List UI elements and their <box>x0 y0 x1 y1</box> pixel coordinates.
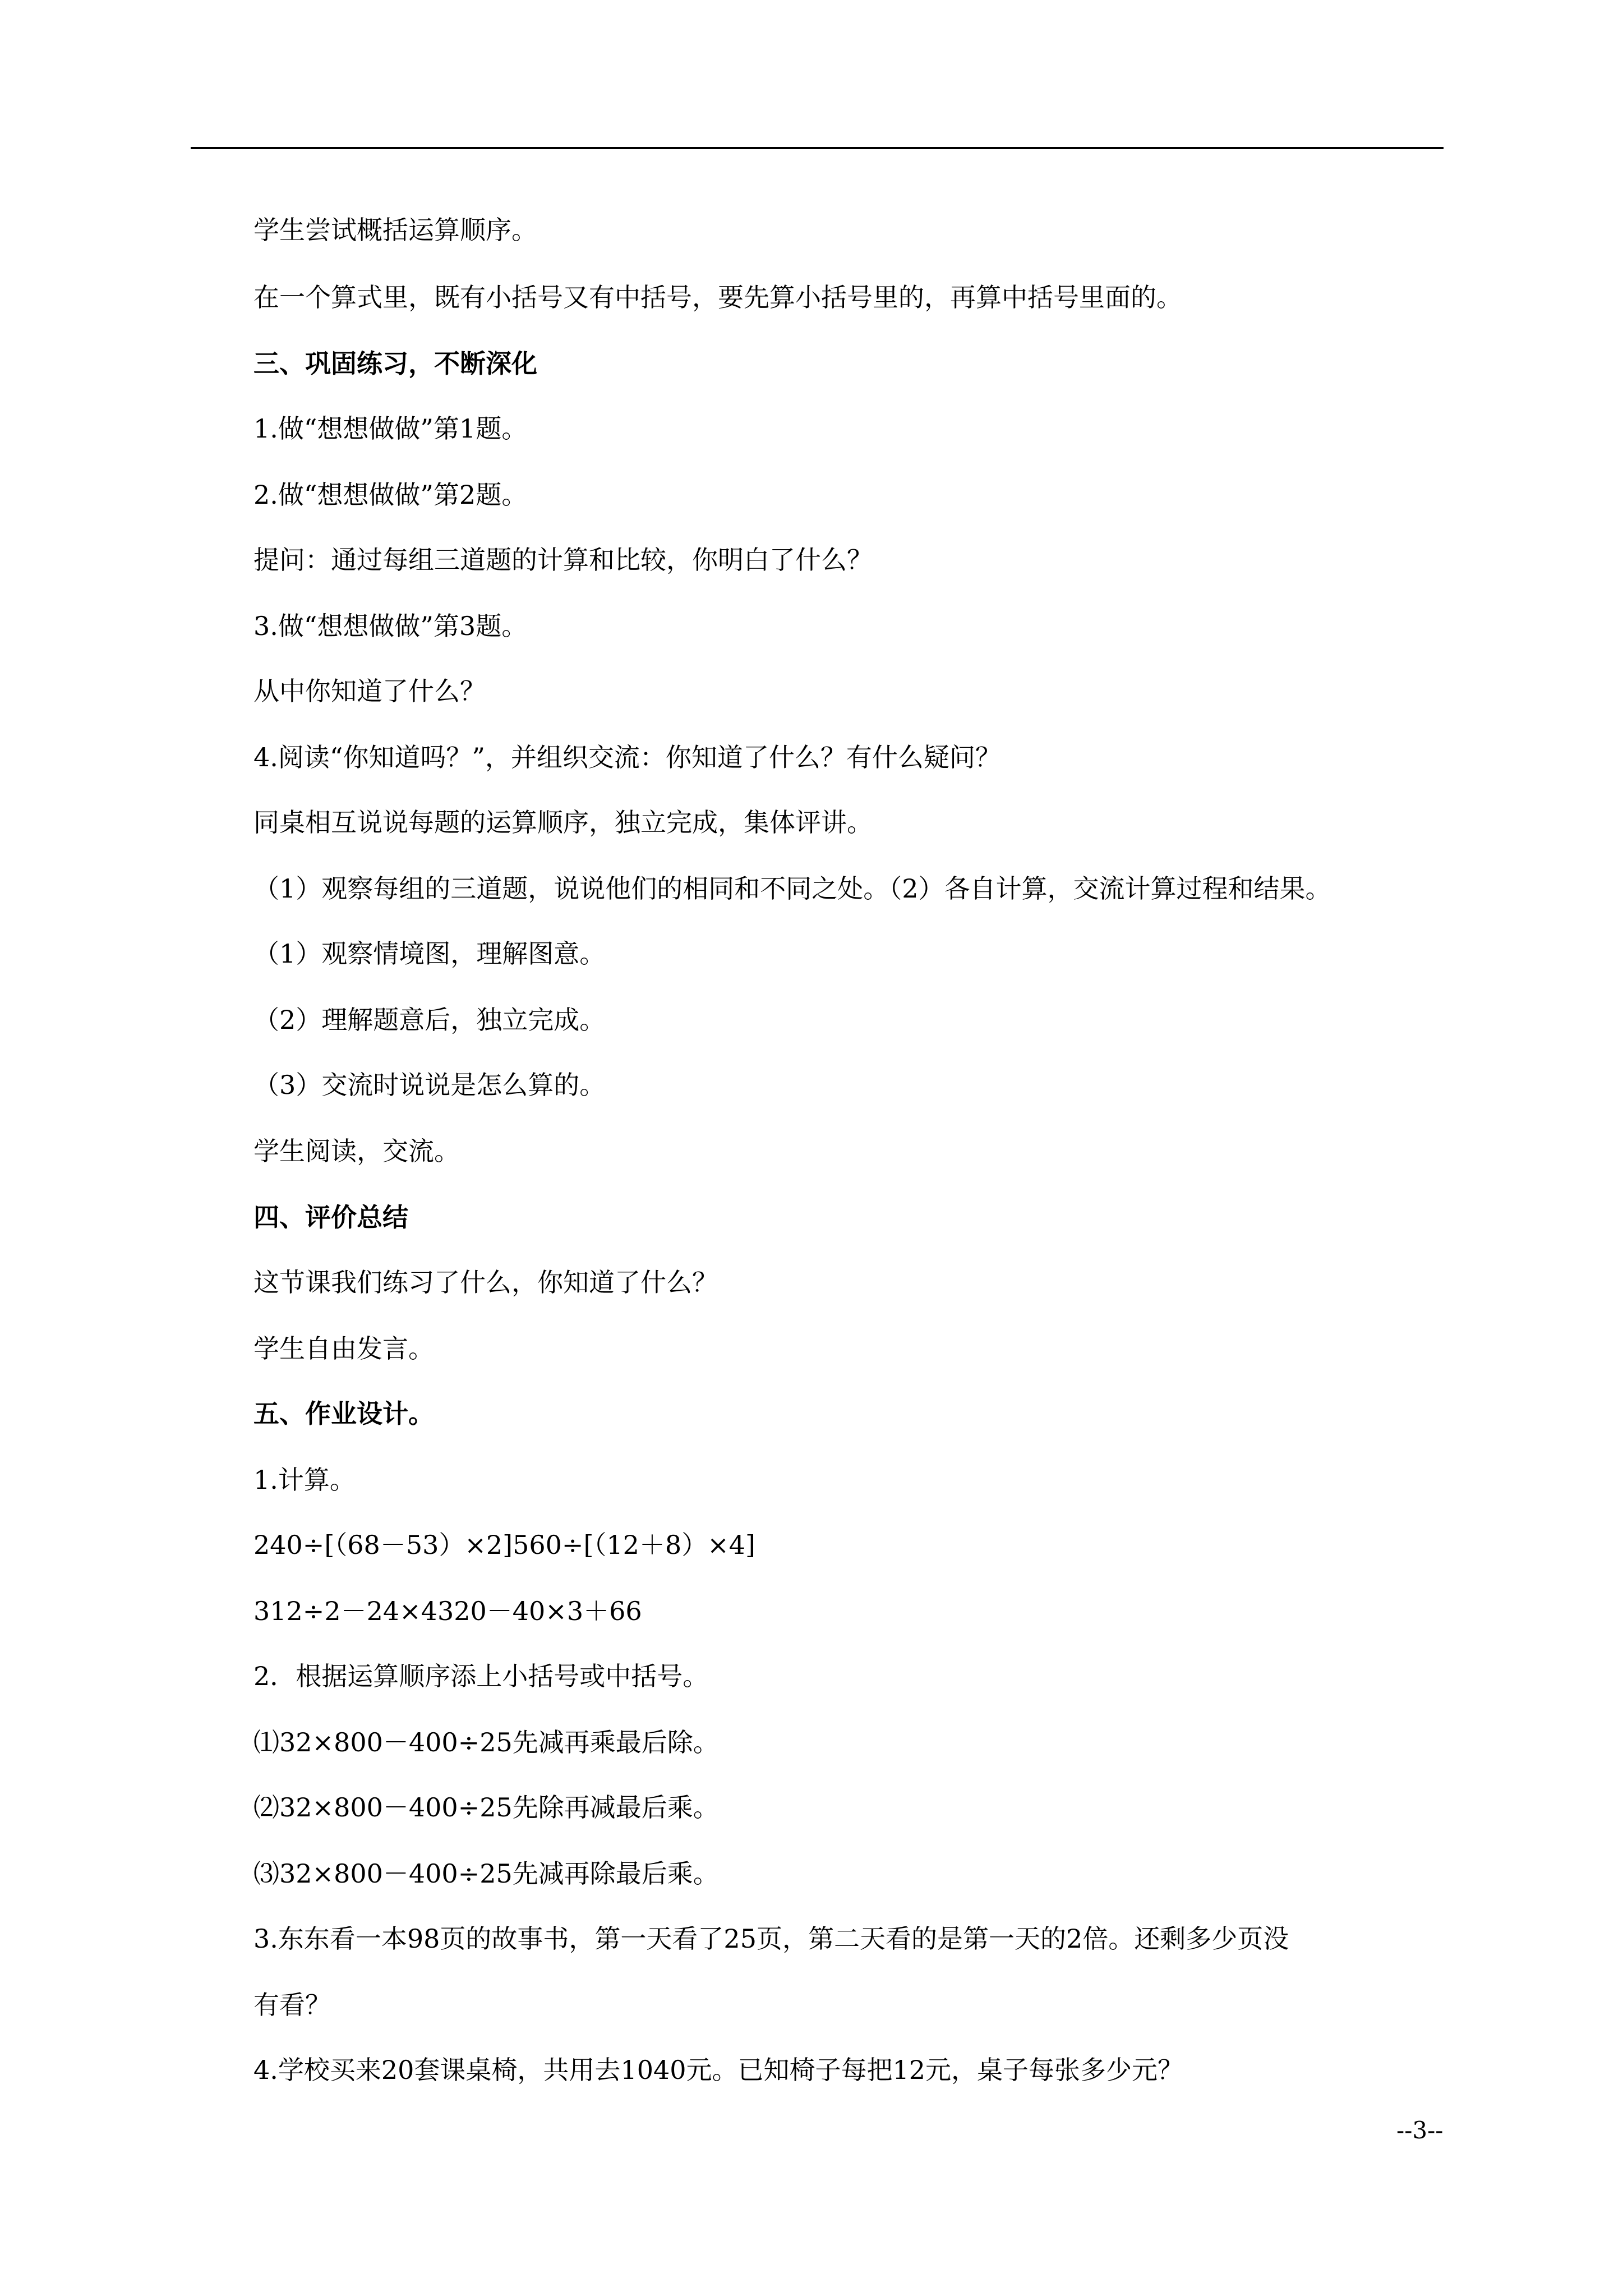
section-heading: 四、评价总结 <box>253 1202 408 1232</box>
page-number: --3-- <box>1396 2116 1444 2144</box>
text-line: （2）理解题意后，独立完成。 <box>253 1005 606 1035</box>
text-line: 同桌相互说说每题的运算顺序，独立完成，集体评讲。 <box>253 807 873 838</box>
text-line: 这节课我们练习了什么，你知道了什么？ <box>253 1267 718 1297</box>
text-line: 2.做“想想做做”第2题。 <box>253 480 528 510</box>
text-line: 1.计算。 <box>253 1465 356 1495</box>
text-line: 在一个算式里，既有小括号又有中括号，要先算小括号里的，再算中括号里面的。 <box>253 282 1182 312</box>
text-line: 240÷[（68－53）×2]560÷[（12＋8）×4] <box>253 1530 755 1560</box>
text-line: 学生自由发言。 <box>253 1333 434 1364</box>
section-heading: 五、作业设计。 <box>253 1398 434 1429</box>
text-line: 学生尝试概括运算顺序。 <box>253 215 537 245</box>
text-line: （3）交流时说说是怎么算的。 <box>253 1070 606 1100</box>
text-line: 有看？ <box>253 1990 331 2020</box>
text-line: 3.做“想想做做”第3题。 <box>253 611 528 641</box>
header-rule <box>191 147 1444 149</box>
text-line: ⑵32×800－400÷25先除再减最后乘。 <box>253 1792 719 1823</box>
text-line: 3.东东看一本98页的故事书，第一天看了25页，第二天看的是第一天的2倍。还剩多少页没 <box>253 1924 1289 1954</box>
text-line: 提问：通过每组三道题的计算和比较，你明白了什么？ <box>253 545 873 575</box>
text-line: 从中你知道了什么？ <box>253 676 486 706</box>
text-line: 2．根据运算顺序添上小括号或中括号。 <box>253 1661 709 1691</box>
text-line: ⑴32×800－400÷25先减再乘最后除。 <box>253 1727 719 1757</box>
text-line: （1）观察情境图，理解图意。 <box>253 938 606 969</box>
text-line: 4.学校买来20套课桌椅，共用去1040元。已知椅子每把12元，桌子每张多少元？ <box>253 2055 1184 2085</box>
text-line: ⑶32×800－400÷25先减再除最后乘。 <box>253 1858 719 1889</box>
text-line: 4.阅读“你知道吗？”，并组织交流：你知道了什么？有什么疑问？ <box>253 742 1001 772</box>
section-heading: 三、巩固练习，不断深化 <box>253 348 537 379</box>
text-line: 312÷2－24×4320－40×3＋66 <box>253 1596 642 1626</box>
text-line: 1.做“想想做做”第1题。 <box>253 413 528 444</box>
text-line: 学生阅读，交流。 <box>253 1136 460 1166</box>
text-line: （1）观察每组的三道题，说说他们的相同和不同之处。（2）各自计算，交流计算过程和结果。 <box>253 873 1331 904</box>
